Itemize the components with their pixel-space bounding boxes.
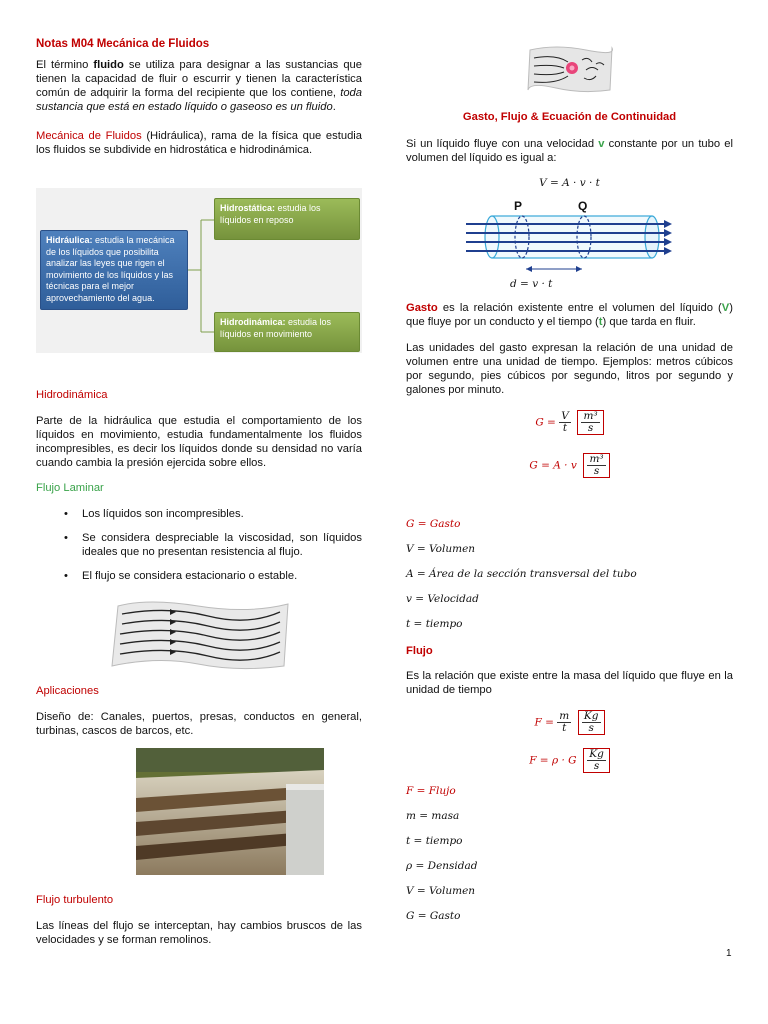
legend-item: t = tiempo [406,835,463,847]
legend-item: A = Área de la sección transversal del tubo [406,568,637,580]
aplicaciones-heading: Aplicaciones [36,685,99,697]
legend-item: m = masa [406,810,460,822]
hidrodinamica-paragraph: Parte de la hidráulica que estudia el comportamiento de los líquidos en movimiento, estudia fundamentalmente los fluidos incompresibles, es decir los líquidos donde su densidad no varía cuando cambia la presión ejercida sobre ellos. [36,415,362,469]
hidrodinamica-heading: Hidrodinámica [36,389,108,401]
distance-equation: d = v · t [510,278,553,290]
spillway-photo [136,748,324,875]
gasto-legend [406,518,733,638]
gasto-equation-2: G = A · v $\frac{\text{m³}}{s}$ [406,453,733,478]
legend-item: t = tiempo [406,618,463,630]
units-paragraph: Las unidades del gasto expresan la relación de una unidad de volumen entre una unidad de tiempo. Ejemplos: metros cúbicos por segundo, pies cúbicos por segundo, litros por segundo y galones por minuto. [406,342,733,396]
legend-item: F = Flujo [406,785,456,797]
gasto-equation-1: G = $\frac{V}{t}$ $\frac{\text{m³}}{s}$ [406,410,733,435]
hydraulics-diagram [36,188,362,353]
legend-item: G = Gasto [406,518,461,530]
volume-equation: V = A · v · t [539,177,600,189]
flujo-laminar-heading: Flujo Laminar [36,482,104,494]
flujo-equation-2: F = ρ · G $\frac{Kg}{s}$ [406,748,733,773]
turbulent-flow-image [526,44,614,94]
pipe-label-p: P [514,199,523,213]
gasto-section-heading: Gasto, Flujo & Ecuación de Continuidad [462,111,677,123]
legend-item: V = Volumen [406,885,476,897]
turbulento-heading: Flujo turbulento [36,894,114,906]
pipe-label-q: Q [578,199,588,213]
legend-item: v = Velocidad [406,593,479,605]
diagram-hidrostatica-box: Hidrostática: estudia los líquidos en reposo [214,198,360,240]
flujo-heading: Flujo [406,645,433,657]
list-item: • Se considera despreciable la viscosidad, son líquidos ideales que no presentan resistencia al flujo. [60,531,362,559]
turbulento-paragraph: Las líneas del flujo se interceptan, hay cambios bruscos de las velocidades y se forman remolinos. [36,920,362,946]
velocity-intro-paragraph: Si un líquido fluye con una velocidad v constante por un tubo el volumen del líquido es igual a: [406,138,733,164]
legend-item: ρ = Densidad [406,860,478,872]
intro-paragraph: El término fluido se utiliza para designar a las sustancias que tienen la capacidad de fluir o escurrir y tienen la característica común de adquirir la forma del recipiente que los contiene, toda sustancia que está en estado líquido o gaseoso es un fluido. [36,59,362,113]
flujo-legend [406,785,733,925]
pipe-diagram [464,196,674,286]
page-number: 1 [726,948,732,959]
diagram-hidraulica-box: Hidráulica: estudia la mecánica de los líquidos que posibilita analizar las leyes que rigen el movimiento de los líquidos y las técnicas para el mejor aprovechamiento del agua. [40,230,188,310]
legend-item: V = Volumen [406,543,476,555]
doc-title: Notas M04 Mecánica de Fluidos [36,38,210,50]
aplicaciones-paragraph: Diseño de: Canales, puertos, presas, conductos en general, turbinas, cascos de barcos, etc. [36,711,362,737]
diagram-hidrodinamica-box: Hidrodinámica: estudia los líquidos en movimiento [214,312,360,352]
list-item: • El flujo se considera estacionario o estable. [60,569,362,583]
list-item: • Los líquidos son incompresibles. [60,507,362,521]
mecanica-paragraph: Mecánica de Fluidos (Hidráulica), rama de la física que estudia los fluidos se subdivide en hidrostática e hidrodinámica. [36,130,362,156]
laminar-flow-image [108,598,292,672]
flujo-equation-1: F = $\frac{m}{t}$ $\frac{Kg}{s}$ [406,710,733,735]
gasto-definition-paragraph: Gasto es la relación existente entre el volumen del líquido (V) que fluye por un conducto y el tiempo (t) que tarda en fluir. [406,302,733,328]
flujo-paragraph: Es la relación que existe entre la masa del líquido que fluye en la unidad de tiempo [406,670,733,696]
laminar-bullet-list [60,507,362,583]
legend-item: G = Gasto [406,910,461,922]
